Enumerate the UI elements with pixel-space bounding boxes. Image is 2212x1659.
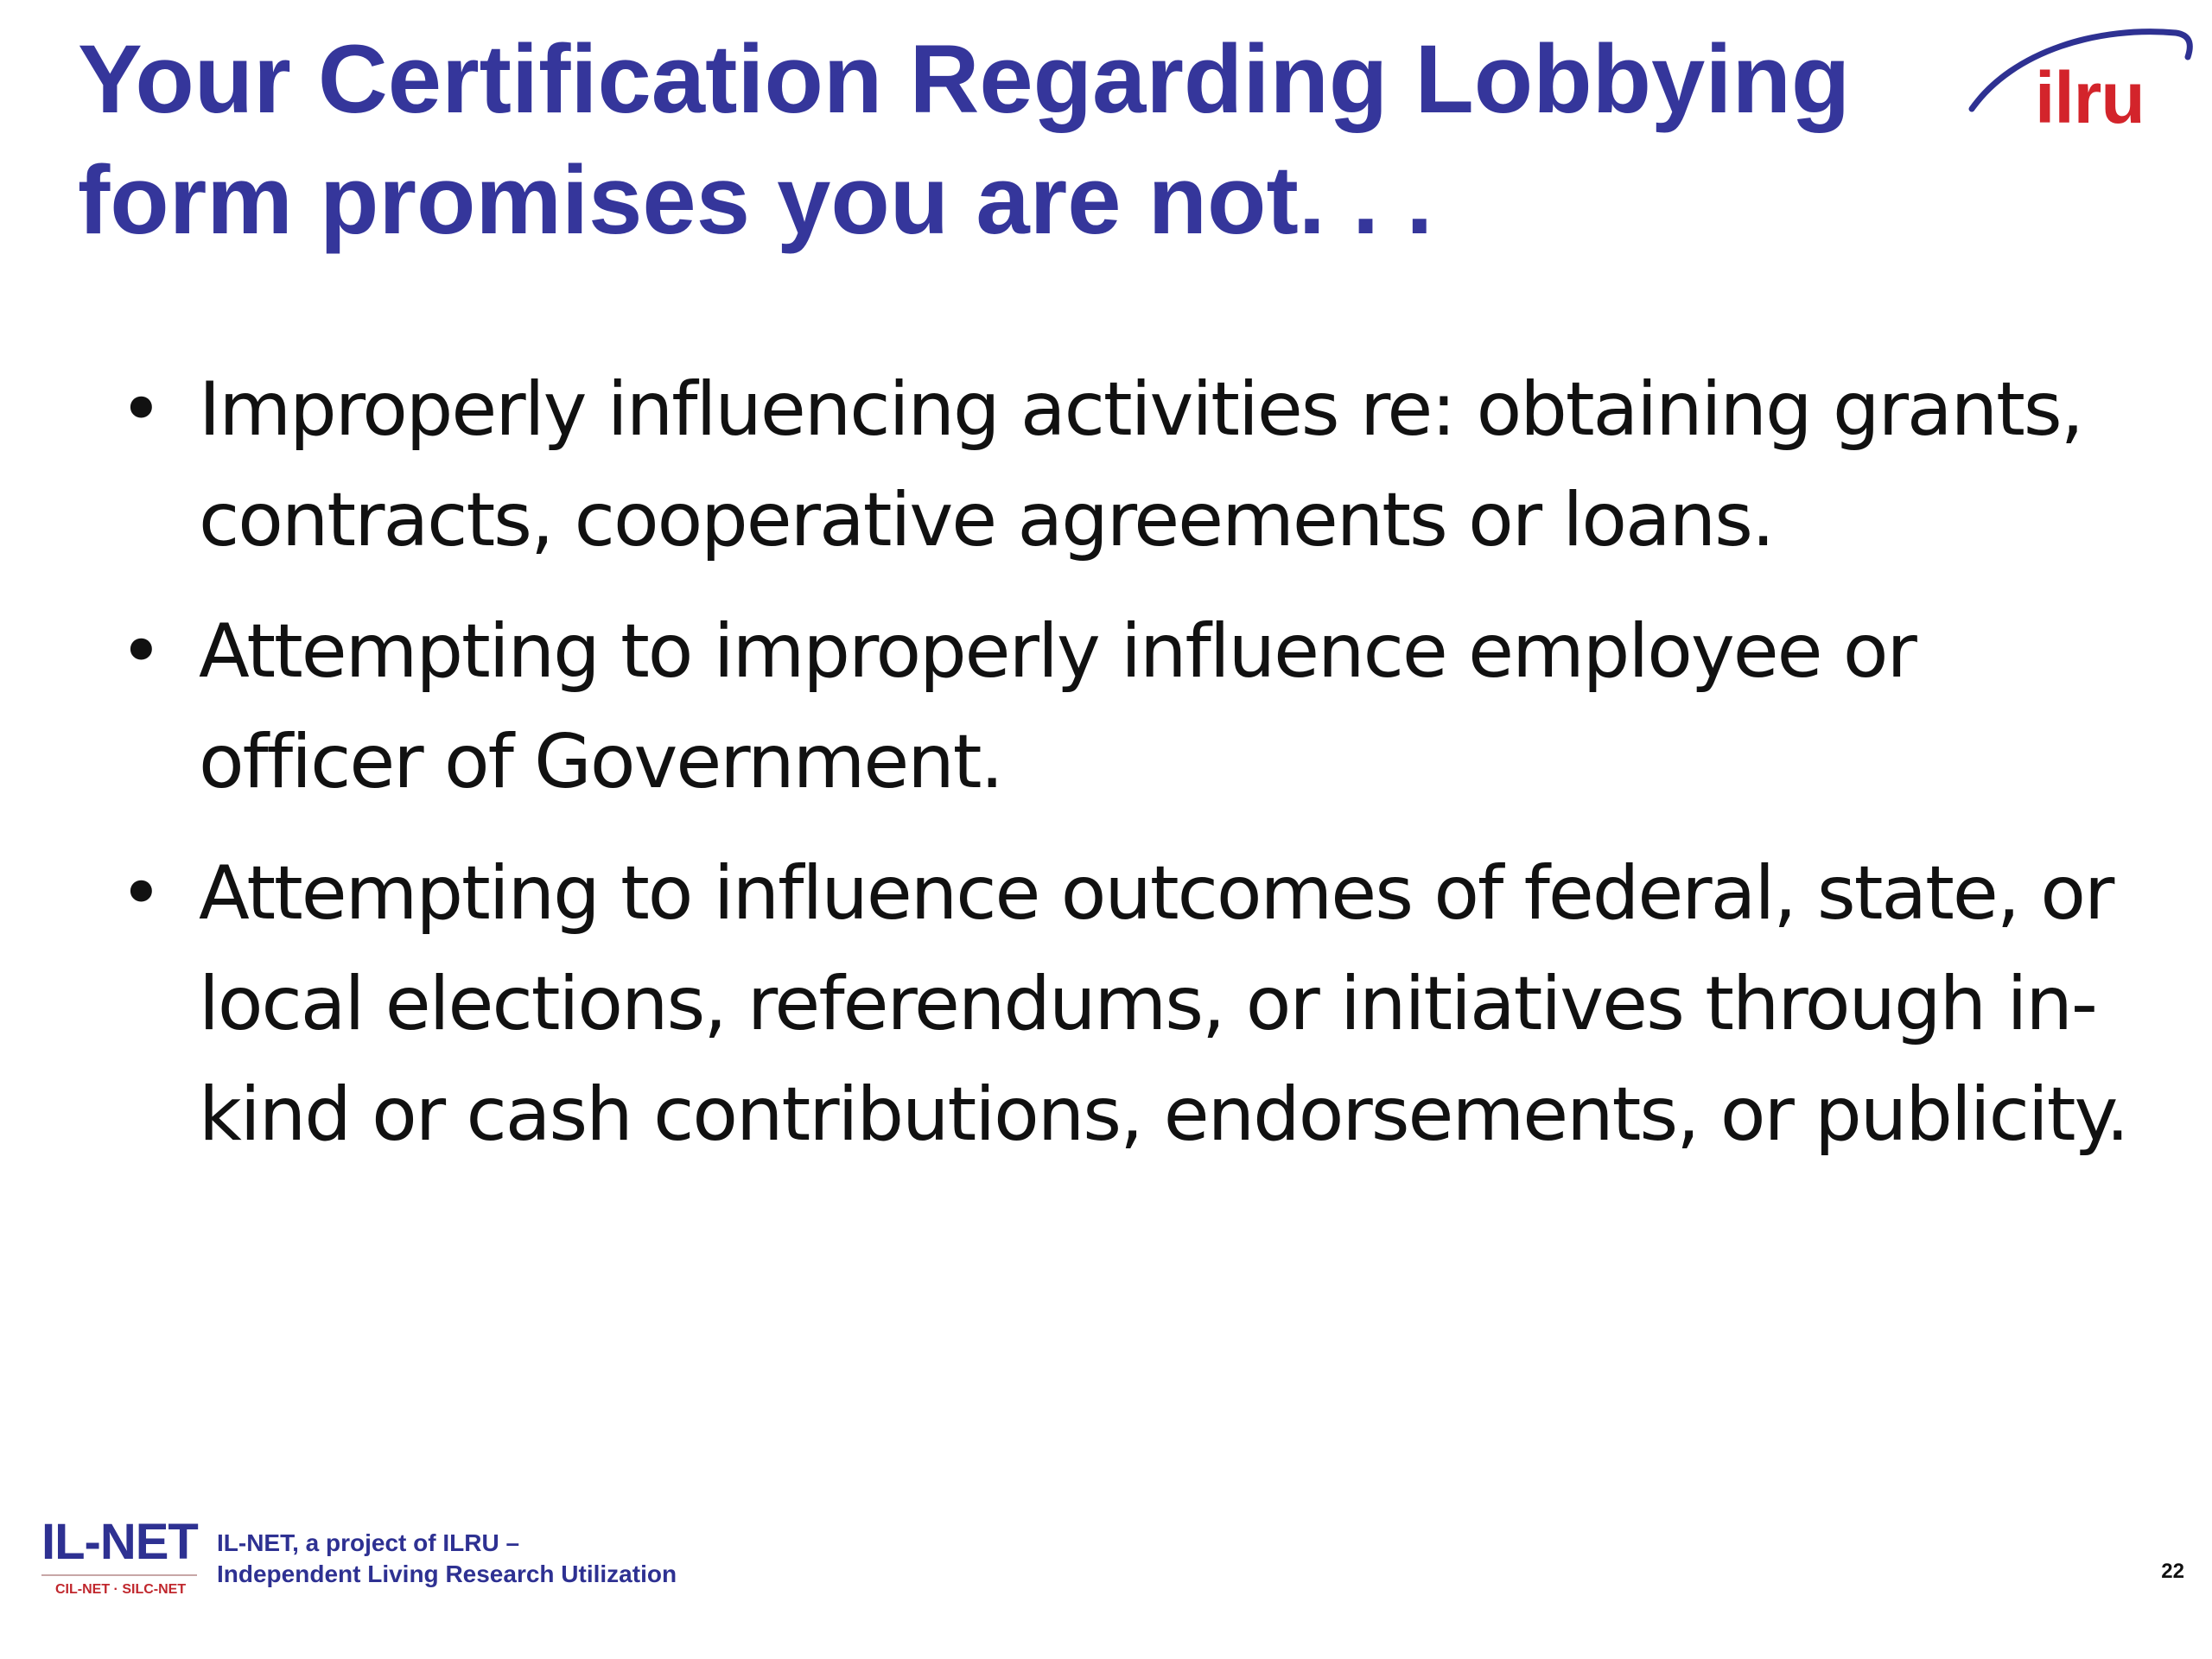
page-number: 22 — [2161, 1560, 2184, 1583]
ilnet-subtitle: CIL-NET · SILC-NET — [55, 1582, 187, 1597]
footer-description — [217, 1528, 677, 1590]
bullet-icon: • — [119, 366, 162, 453]
slide-title-line-1: Your Certification Regarding Lobbying — [78, 25, 1851, 133]
bullet-text: Improperly influencing activities re: obtaining grants, contracts, cooperative agreements or loans. — [199, 366, 2083, 563]
bullet-icon: • — [119, 850, 162, 937]
bullet-item — [112, 838, 2134, 1170]
ilnet-wordmark: IL-NET — [41, 1514, 198, 1570]
bullet-item — [112, 354, 2134, 575]
footer-line-2: Independent Living Research Utilization — [217, 1560, 677, 1587]
slide-title — [78, 19, 1910, 261]
slide-footer — [41, 1514, 2184, 1618]
footer-line-1: IL-NET, a project of ILRU – — [217, 1529, 520, 1556]
bullet-text: Attempting to influence outcomes of federal, state, or local elections, referendums, or initiatives through in-kind or cash contributions, endorsements, or publicity. — [199, 850, 2128, 1158]
ilru-logo — [1961, 16, 2195, 145]
slide-title-line-2: form promises you are not. . . — [78, 146, 1433, 254]
bullet-icon: • — [119, 608, 162, 695]
bullet-item — [112, 596, 2134, 817]
bullet-list — [112, 354, 2134, 1191]
bullet-text: Attempting to improperly influence employee or officer of Government. — [199, 608, 1916, 805]
ilru-logo-text: ilru — [2035, 57, 2145, 138]
ilnet-divider — [41, 1574, 197, 1576]
ilnet-logo — [41, 1514, 206, 1609]
